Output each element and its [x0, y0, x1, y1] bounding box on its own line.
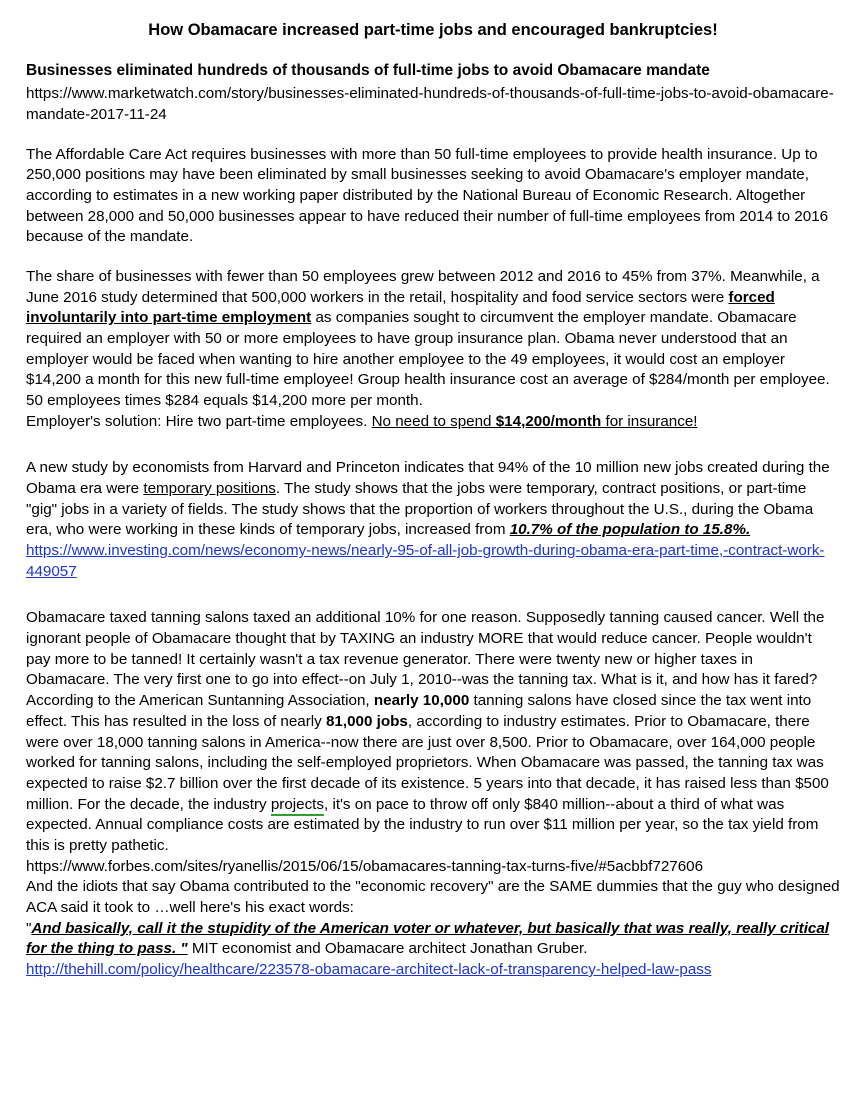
- section3-bold-81000-jobs: 81,000 jobs: [325, 712, 408, 730]
- quote-open-mark: ": [26, 919, 32, 937]
- section3-text-a: Obamacare taxed tanning salons taxed an additional 10% for one reason. Supposedly tanning caused cancer. Well the ignorant people of Obamacare thought that by TAXING an industry MORE that would reduce cancer. People wouldn't pay more to be tanned! It certainly wasn't a tax revenue generator. There were twenty new or higher taxes in Obamacare. The very first one to go into effect--on July 1, 2010--was the tanning tax. What is it, and how has it fared? According to the American Suntanning Association,: [26, 609, 825, 710]
- section1-paragraph-3: 50 employees times $284 equals $14,200 more per month.: [26, 392, 423, 410]
- spellcheck-underlined-word: projects: [271, 796, 324, 816]
- gruber-attribution: MIT economist and Obamacare architect Jonathan Gruber.: [187, 940, 588, 958]
- section2-emphasis-percentages: 10.7% of the population to 15.8%.: [509, 521, 751, 539]
- section3-paragraph-2: And the idiots that say Obama contributed to the "economic recovery" are the SAME dummies that the guy who designed ACA said it took to …well here's his exact words:: [26, 878, 840, 916]
- section3-text-c: , according to industry estimates. Prior to Obamacare, there were over 18,000 tanning salons in America--now there are just over 8,500. Prior to Obamacare, over 164,000 people worked for tanning salons, including the self-employed proprietors. When Obamacare was passed, the tanning tax was expected to raise $2.7 billion over the first decade of its existence. 5 years into that decade, it has raised less than $500 million. For the decade, the industry: [26, 712, 829, 813]
- section1-paragraph-1: The Affordable Care Act requires businesses with more than 50 full-time employees to provide health insurance. Up to 250,000 positions may have been eliminated by small businesses seeking to avoid Obamacare's employer mandate, according to estimates in a new working paper distributed by the National Bureau of Economic Research. Altogether between 28,000 and 50,000 businesses appear to have reduced their number of full-time employees from 2014 to 2016 because of the mandate.: [26, 145, 829, 246]
- section1-para2-text-b: as companies sought to circumvent the employer mandate. Obamacare required an employer with 50 or more employees to have group insurance plan. Obama never understood that an employer would be faced when wanting to hire another employee to the 49 employees, it would cost an employer $14,200 a month for this new full-time employee! Group health insurance cost an average of $284/month per employee.: [26, 309, 830, 389]
- section2-text-b: . The study shows that the jobs were temporary, contract positions, or part-time "gig" jobs in a variety of fields. The study shows that the proportion of workers throughout the U.S., during the Obama era, who were working in these kinds of temporary jobs, increased from: [26, 480, 814, 539]
- section1-paragraph-2: [26, 267, 840, 391]
- section1-para4-underline-a: No need to spend: [371, 412, 496, 430]
- section1-para4-prefix: Employer's solution: Hire two part-time employees.: [26, 412, 372, 430]
- section3-text-d: , it's on pace to throw off only $840 million--about a third of what was expected. Annual compliance costs are estimated by the industry to run over $11 million per year, so the tax yield from this is pretty pathetic.: [26, 795, 819, 854]
- page-title: How Obamacare increased part-time jobs and encouraged bankruptcies!: [148, 21, 718, 39]
- section3-text-b: tanning salons have closed since the tax went into effect. This has resulted in the loss of nearly: [26, 692, 812, 730]
- section1-paragraph-4: [26, 412, 840, 433]
- section1-source-url: https://www.marketwatch.com/story/businesses-eliminated-hundreds-of-thousands-of-full-time-jobs-to-avoid-obamacare-mandate-2017-11-24: [26, 85, 834, 124]
- section2-hyperlink[interactable]: https://www.investing.com/news/economy-news/nearly-95-of-all-job-growth-during-obama-era-part-time,-contract-work-449057: [26, 542, 825, 580]
- section1-para4-bold: $14,200/month: [495, 412, 602, 430]
- section3-source-url: https://www.forbes.com/sites/ryanellis/2015/06/15/obamacares-tanning-tax-turns-five/#5acbbf727606: [26, 857, 704, 875]
- section1-heading: Businesses eliminated hundreds of thousands of full-time jobs to avoid Obamacare mandate: [26, 62, 710, 80]
- section1-para4-underline-b: for insurance!: [601, 412, 698, 430]
- section3-hyperlink[interactable]: http://thehill.com/policy/healthcare/223578-obamacare-architect-lack-of-transparency-helped-law-pass: [26, 960, 712, 978]
- section2-underline-temporary-positions: temporary positions: [143, 480, 276, 498]
- section2-paragraph-1: [26, 458, 840, 541]
- gruber-quote: And basically, call it the stupidity of the American voter or whatever, but basically that was really, really critical for the thing to pass. ": [26, 919, 830, 958]
- section3-bold-nearly-10000: nearly 10,000: [373, 692, 470, 710]
- section3-quote-paragraph: [26, 919, 840, 981]
- section3-paragraph-1: [26, 608, 840, 856]
- section1-para2-text-a: The share of businesses with fewer than 50 employees grew between 2012 and 2016 to 45% from 37%. Meanwhile, a June 2016 study determined that 500,000 workers in the retail, hospitality and food service sectors were: [26, 268, 820, 306]
- section2-text-a: A new study by economists from Harvard and Princeton indicates that 94% of the 10 million new jobs created during the Obama era were: [26, 459, 830, 498]
- section1-para2-emphasis: forced involuntarily into part-time employment: [26, 288, 775, 327]
